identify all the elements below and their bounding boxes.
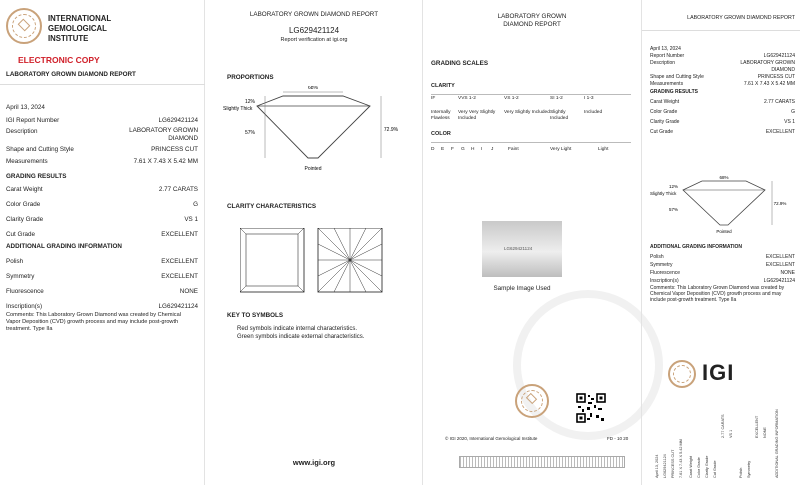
depth-percent: 72.9% bbox=[383, 127, 399, 133]
svg-text:Color Grade: Color Grade bbox=[697, 457, 701, 478]
svg-text:April 13, 2024: April 13, 2024 bbox=[655, 454, 659, 478]
svg-text:VS 1: VS 1 bbox=[729, 429, 733, 438]
grading-scales-heading: GRADING SCALES bbox=[431, 60, 489, 67]
culet-label: Pointed bbox=[304, 166, 322, 172]
svg-text:Slightly Thick: Slightly Thick bbox=[650, 191, 677, 196]
summary-date: April 13, 2024 bbox=[650, 46, 681, 52]
right-panel bbox=[423, 0, 641, 485]
report-details bbox=[6, 103, 198, 333]
igi-seal-logo bbox=[515, 384, 549, 418]
svg-text:ADDITIONAL GRADING INFORMATION: ADDITIONAL GRADING INFORMATION bbox=[775, 409, 779, 478]
grading-row: Carat Weight 2.77 CARATS bbox=[6, 186, 198, 193]
verification-text: Report verification at igi.org bbox=[280, 37, 348, 43]
svg-text:Pointed: Pointed bbox=[716, 229, 732, 234]
girdle-label: Slightly Thick bbox=[223, 106, 253, 112]
detail-row: IGI Report Number LG629421124 bbox=[6, 117, 198, 124]
color-scale: D E F G H I J Faint Very Light Light bbox=[431, 147, 609, 152]
svg-text:Cut Grade: Cut Grade bbox=[713, 460, 717, 478]
key-heading: KEY TO SYMBOLS bbox=[227, 312, 284, 319]
igi-seal-logo bbox=[668, 360, 696, 388]
summary-header: LABORATORY GROWN DIAMOND REPORT bbox=[687, 15, 795, 21]
clarity-scale-heading: CLARITY bbox=[431, 83, 455, 89]
additional-heading: ADDITIONAL GRADING INFORMATION bbox=[6, 243, 122, 250]
form-code: FD - 10 20 bbox=[607, 436, 629, 441]
summary-additional: ADDITIONAL GRADING INFORMATION Polish EXCELLENT Symmetry EXCELLENT Fluorescence NONE Inscription(s) LG629421124 Comments: This Laboratory Grown Diamond was created by Chemical Vapor Deposition (CVD) growth process and may include post-growth treatment. Type IIa bbox=[650, 244, 795, 303]
qr-code[interactable] bbox=[576, 393, 606, 423]
institute-name: INTERNATIONAL GEMOLOGICAL INSTITUTE bbox=[48, 14, 112, 43]
pavilion-percent: 57% bbox=[244, 130, 255, 136]
svg-text:Carat Weight: Carat Weight bbox=[689, 455, 693, 478]
grading-row: Cut Grade EXCELLENT bbox=[6, 231, 198, 238]
svg-text:2.77 CARATS: 2.77 CARATS bbox=[721, 414, 725, 438]
detail-row: Measurements 7.61 X 7.43 X 5.42 MM bbox=[6, 158, 198, 165]
report-date: April 13, 2024 bbox=[6, 104, 45, 111]
proportions-heading: PROPORTIONS bbox=[227, 74, 274, 81]
svg-text:Symmetry: Symmetry bbox=[747, 460, 751, 478]
summary-panel bbox=[641, 0, 800, 485]
svg-text:12%: 12% bbox=[668, 184, 678, 189]
svg-text:72.9%: 72.9% bbox=[773, 201, 787, 206]
left-panel bbox=[0, 0, 205, 485]
clarity-characteristics-heading: CLARITY CHARACTERISTICS bbox=[227, 203, 317, 210]
additional-row: Polish EXCELLENT bbox=[6, 258, 198, 265]
sample-caption: Sample Image Used bbox=[493, 285, 551, 292]
website-link[interactable]: www.igi.org bbox=[292, 458, 336, 467]
svg-text:7.61 X 7.43 X 5.42 MM: 7.61 X 7.43 X 5.42 MM bbox=[679, 439, 683, 478]
detail-row: Description LABORATORY GROWN DIAMOND bbox=[6, 127, 198, 142]
additional-row: Fluorescence NONE bbox=[6, 288, 198, 295]
summary-details: April 13, 2024 Report Number LG629421124 Description LABORATORY GROWN DIAMOND Shape and Cutting Style PRINCESS CUT Measurements 7.61 X 7.43 X 5.42 MM GRADING RESULTS Carat Weight 2.77 CARATS Color Grade G Clarity Grade VS 1 Cut Grade EXCELLENT bbox=[650, 46, 795, 135]
svg-text:NONE: NONE bbox=[763, 427, 767, 438]
igi-logo-text: IGI bbox=[702, 360, 735, 385]
svg-text:LG629421124: LG629421124 bbox=[663, 454, 667, 478]
grading-row: Color Grade G bbox=[6, 201, 198, 208]
svg-text:68%: 68% bbox=[719, 175, 729, 180]
clarity-codes: IF VVS 1-2 VS 1-2 SI 1-2 I 1-3 bbox=[431, 96, 594, 101]
inscription-sample-image: LG629421124 bbox=[482, 221, 562, 277]
key-text: Red symbols indicate internal characteristics. Green symbols indicate external characteristics. bbox=[237, 326, 365, 340]
table-percent: 68% bbox=[307, 86, 319, 91]
middle-header: LABORATORY GROWN DIAMOND REPORT bbox=[249, 11, 379, 18]
svg-text:Polish: Polish bbox=[739, 467, 743, 478]
right-header: LABORATORY GROWN DIAMOND REPORT bbox=[497, 13, 567, 28]
summary-proportions-diagram bbox=[642, 175, 800, 237]
rotated-summary-text bbox=[648, 398, 796, 482]
clarity-descriptions: Internally Flawless Very Very Slightly Included Very Slightly Included Slightly Included Included bbox=[431, 110, 603, 121]
middle-panel bbox=[205, 0, 423, 485]
middle-report-number: LG629421124 bbox=[288, 26, 340, 35]
grading-row: Clarity Grade VS 1 bbox=[6, 216, 198, 223]
report-title: LABORATORY GROWN DIAMOND REPORT bbox=[6, 71, 136, 78]
additional-row: Symmetry EXCELLENT bbox=[6, 273, 198, 280]
svg-text:PRINCESS CUT: PRINCESS CUT bbox=[671, 449, 675, 478]
grading-heading: GRADING RESULTS bbox=[6, 173, 67, 180]
crown-percent: 12% bbox=[244, 99, 255, 105]
clarity-plot bbox=[240, 228, 390, 294]
color-scale-heading: COLOR bbox=[431, 131, 451, 137]
comments: Comments: This Laboratory Grown Diamond was created by Chemical Vapor Deposition (CVD) growth process and may include post-growth treatment. Type IIa bbox=[6, 312, 181, 332]
svg-text:Clarity Grade: Clarity Grade bbox=[705, 455, 709, 478]
igi-seal-logo bbox=[6, 8, 42, 44]
summary-comments: Comments: This Laboratory Grown Diamond was created by Chemical Vapor Deposition (CVD) growth process and may include post-growth treatment. Type IIa bbox=[650, 285, 785, 303]
additional-row: Inscription(s) LG629421124 bbox=[6, 303, 198, 310]
svg-text:57%: 57% bbox=[668, 207, 678, 212]
electronic-copy-label: ELECTRONIC COPY bbox=[18, 55, 100, 65]
detail-row: Shape and Cutting Style PRINCESS CUT bbox=[6, 146, 198, 153]
svg-text:EXCELLENT: EXCELLENT bbox=[755, 415, 759, 438]
proportions-diagram bbox=[205, 86, 423, 176]
security-strip bbox=[459, 456, 625, 468]
copyright: © IGI 2020, International Gemological Institute bbox=[445, 436, 538, 441]
